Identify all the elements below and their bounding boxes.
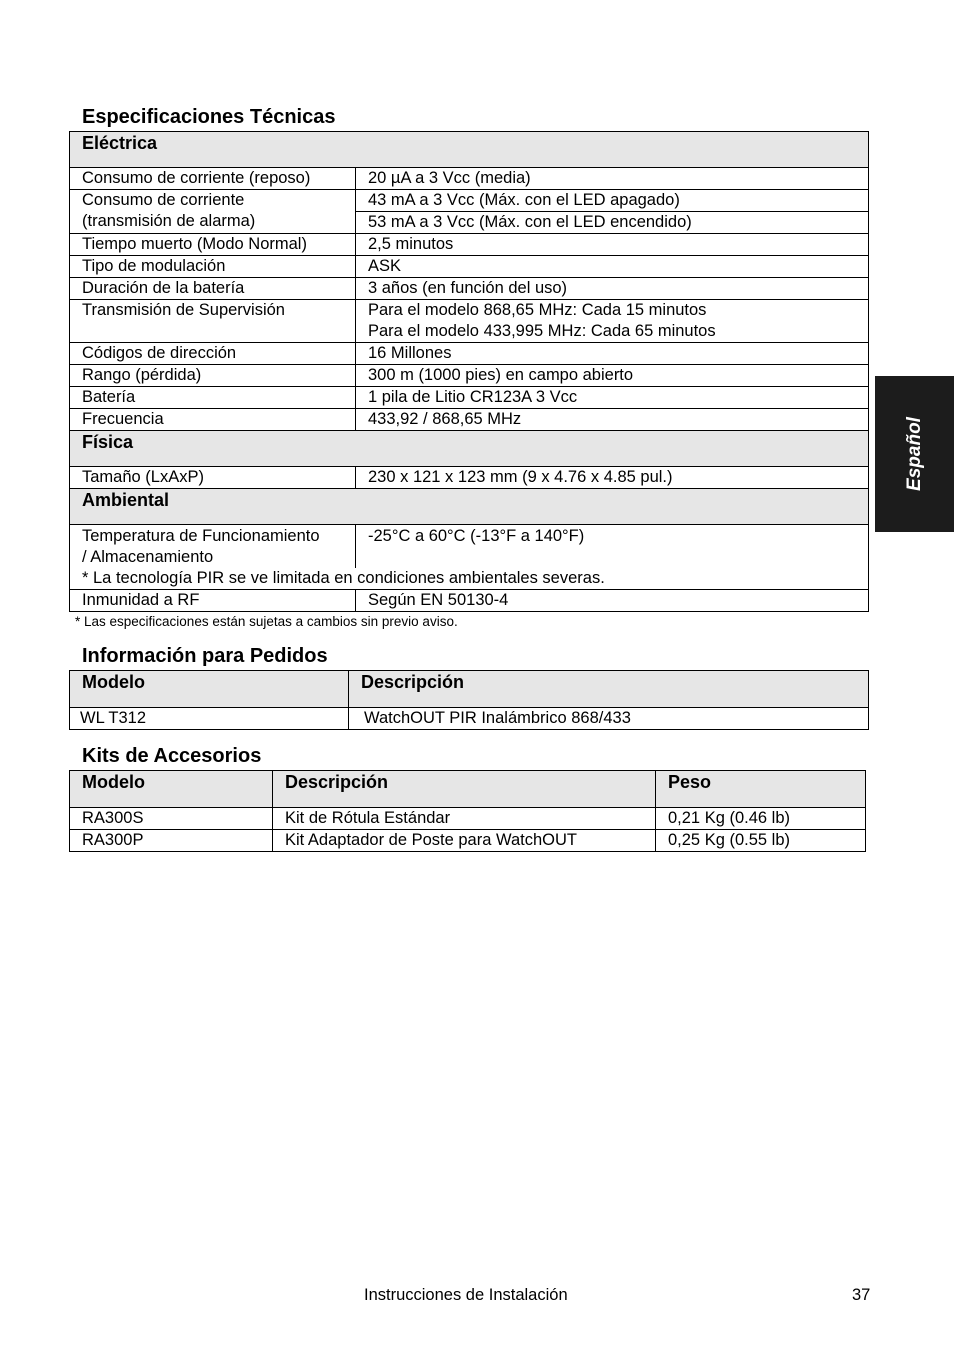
footer-text: Instrucciones de Instalación	[364, 1286, 568, 1304]
language-tab-label: Español	[903, 417, 925, 491]
spec-value: 53 mA a 3 Vcc (Máx. con el LED encendido)	[356, 212, 869, 234]
col-header-weight: Peso	[656, 771, 866, 808]
table-row	[70, 343, 869, 365]
specs-title: Especificaciones Técnicas	[82, 106, 336, 128]
table-row	[70, 300, 869, 343]
spec-value	[356, 300, 869, 343]
kit-description: Kit de Rótula Estándar	[273, 808, 656, 830]
page-number: 37	[852, 1286, 871, 1304]
spec-label-line: (transmisión de alarma)	[82, 212, 256, 230]
spec-label: Códigos de dirección	[70, 343, 356, 365]
table-row	[70, 830, 866, 852]
ordering-title: Información para Pedidos	[82, 645, 328, 667]
spec-value: -25°C a 60°C (-13°F a 140°F)	[356, 525, 869, 569]
col-header-description: Descripción	[273, 771, 656, 808]
kit-model: RA300P	[70, 830, 273, 852]
spec-label: Tiempo muerto (Modo Normal)	[70, 234, 356, 256]
electrical-header: Eléctrica	[70, 132, 869, 168]
spec-value: Según EN 50130-4	[356, 590, 869, 612]
table-row	[70, 256, 869, 278]
table-row	[70, 525, 869, 569]
accessories-title: Kits de Accesorios	[82, 745, 262, 767]
spec-value-line: Para el modelo 868,65 MHz: Cada 15 minutos	[368, 301, 707, 319]
kit-model: RA300S	[70, 808, 273, 830]
table-row	[70, 467, 869, 489]
table-row	[70, 387, 869, 409]
spec-label-line: Temperatura de Funcionamiento	[82, 527, 320, 545]
spec-value: 20 µA a 3 Vcc (media)	[356, 168, 869, 190]
spec-label: Frecuencia	[70, 409, 356, 431]
kit-description: Kit Adaptador de Poste para WatchOUT	[273, 830, 656, 852]
table-row	[70, 590, 869, 612]
ordering-table	[69, 670, 869, 730]
spec-value-line: Para el modelo 433,995 MHz: Cada 65 minutos	[368, 322, 716, 340]
spec-value: 43 mA a 3 Vcc (Máx. con el LED apagado)	[356, 190, 869, 212]
environmental-header: Ambiental	[70, 489, 869, 525]
spec-value: 2,5 minutos	[356, 234, 869, 256]
table-row	[70, 190, 869, 212]
spec-label-line: Consumo de corriente	[82, 191, 245, 209]
table-header-row	[70, 671, 869, 708]
kit-weight: 0,21 Kg (0.46 lb)	[656, 808, 866, 830]
physical-header: Física	[70, 431, 869, 467]
kit-weight: 0,25 Kg (0.55 lb)	[656, 830, 866, 852]
pir-note: * La tecnología PIR se ve limitada en condiciones ambientales severas.	[70, 568, 869, 590]
spec-label: Batería	[70, 387, 356, 409]
spec-value: 16 Millones	[356, 343, 869, 365]
spec-label: Rango (pérdida)	[70, 365, 356, 387]
spec-value: 230 x 121 x 123 mm (9 x 4.76 x 4.85 pul.)	[356, 467, 869, 489]
spec-label	[70, 190, 356, 234]
table-row	[70, 278, 869, 300]
col-header-description: Descripción	[349, 671, 869, 708]
specs-table	[69, 131, 869, 612]
spec-value: ASK	[356, 256, 869, 278]
order-description: WatchOUT PIR Inalámbrico 868/433	[349, 708, 869, 730]
specs-footnote: * Las especificaciones están sujetas a cambios sin previo aviso.	[75, 614, 458, 629]
spec-label: Transmisión de Supervisión	[70, 300, 356, 343]
table-row	[70, 568, 869, 590]
table-row	[70, 708, 869, 730]
spec-value: 433,92 / 868,65 MHz	[356, 409, 869, 431]
table-row	[70, 234, 869, 256]
spec-label-line: / Almacenamiento	[82, 548, 214, 566]
spec-label: Tamaño (LxAxP)	[70, 467, 356, 489]
order-model: WL T312	[70, 708, 349, 730]
col-header-model: Modelo	[70, 671, 349, 708]
table-row	[70, 168, 869, 190]
spec-label: Consumo de corriente (reposo)	[70, 168, 356, 190]
spec-value: 300 m (1000 pies) en campo abierto	[356, 365, 869, 387]
table-row	[70, 808, 866, 830]
spec-label	[70, 525, 356, 569]
accessories-table	[69, 770, 866, 852]
language-tab	[875, 376, 954, 532]
col-header-model: Modelo	[70, 771, 273, 808]
table-row	[70, 365, 869, 387]
spec-label: Tipo de modulación	[70, 256, 356, 278]
table-header-row	[70, 771, 866, 808]
spec-label: Duración de la batería	[70, 278, 356, 300]
spec-value: 3 años (en función del uso)	[356, 278, 869, 300]
spec-label: Inmunidad a RF	[70, 590, 356, 612]
spec-value: 1 pila de Litio CR123A 3 Vcc	[356, 387, 869, 409]
table-row	[70, 409, 869, 431]
